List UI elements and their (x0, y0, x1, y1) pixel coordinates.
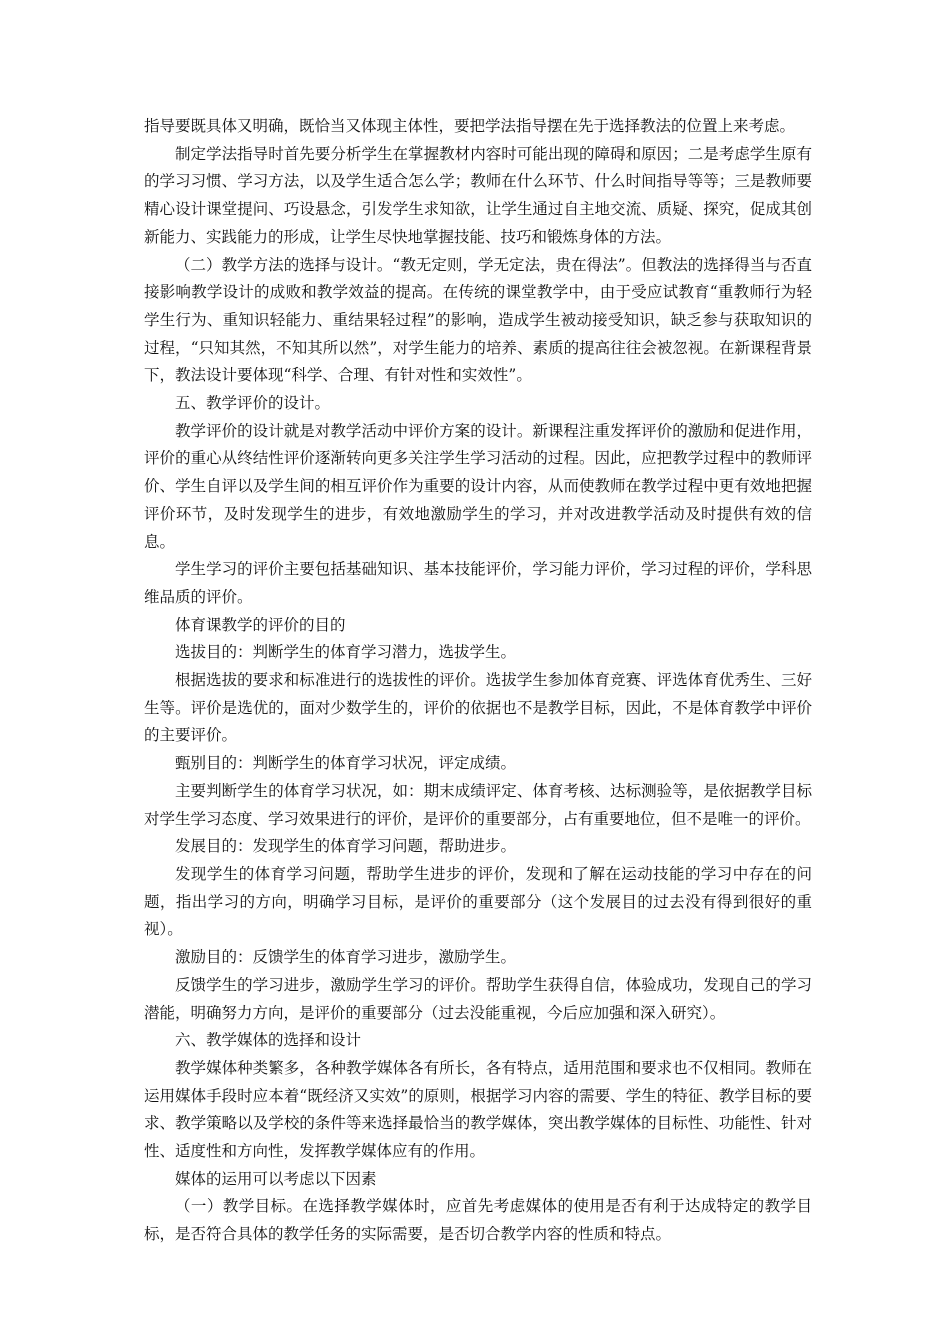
paragraph: 激励目的：反馈学生的体育学习进步，激励学生。 (175, 948, 517, 967)
paragraph: 指导要既具体又明确，既恰当又体现主体性，要把学法指导摆在先于选择教法的位置上来考虑。 (144, 117, 796, 135)
paragraph: 教学评价的设计就是对教学活动中评价方案的设计。新课程注重发挥评价的激励和促进作用，评价的重心从终结性评价逐渐转向更多关注学生学习活动的过程。因此，应把教学过程中的教师评价、学生自评以及学生间的相互评价作为重要的设计内容，从而使教师在教学过程中更有效地把握评价环节，及时发现学生的进步，有效地激励学生的学习，并对改进教学活动及时提供有效的信息。 (144, 421, 812, 551)
paragraph: （一）教学目标。在选择教学媒体时，应首先考虑媒体的使用是否有利于达成特定的教学目标，是否符合具体的教学任务的实际需要，是否切合教学内容的性质和特点。 (144, 1197, 812, 1244)
paragraph: 发现学生的体育学习问题，帮助学生进步的评价，发现和了解在运动技能的学习中存在的问题，指出学习的方向，明确学习目标，是评价的重要部分（这个发展目的过去没有得到很好的重视）。 (144, 864, 812, 939)
paragraph: 选拔目的：判断学生的体育学习潜力，选拔学生。 (175, 643, 517, 662)
paragraph: 主要判断学生的体育学习状况，如：期末成绩评定、体育考核、达标测验等，是依据教学目标对学生学习态度、学习效果进行的评价，是评价的重要部分，占有重要地位，但不是唯一的评价。 (144, 781, 812, 828)
paragraph: 反馈学生的学习进步，激励学生学习的评价。帮助学生获得自信，体验成功，发现自己的学习潜能，明确努力方向，是评价的重要部分（过去没能重视，今后应加强和深入研究）。 (144, 975, 812, 1022)
paragraph: 教学媒体种类繁多，各种教学媒体各有所长，各有特点，适用范围和要求也不仅相同。教师在运用媒体手段时应本着“既经济又实效”的原则，根据学习内容的需要、学生的特征、教学目标的要求、教学策略以及学校的条件等来选择最恰当的教学媒体，突出教学媒体的目标性、功能性、针对性、适度性和方向性，发挥教学媒体应有的作用。 (144, 1058, 812, 1161)
paragraph: 发展目的：发现学生的体育学习问题，帮助进步。 (175, 837, 517, 856)
paragraph: 制定学法指导时首先要分析学生在掌握教材内容时可能出现的障碍和原因；二是考虑学生原有的学习习惯、学习方法，以及学生适合怎么学；教师在什么环节、什么时间指导等等；三是教师要精心设计课堂提问、巧设悬念，引发学生求知欲，让学生通过自主地交流、质疑、探究，促成其创新能力、实践能力的形成，让学生尽快地掌握技能、技巧和锻炼身体的方法。 (144, 144, 812, 246)
paragraph: 学生学习的评价主要包括基础知识、基本技能评价，学习能力评价，学习过程的评价，学科思维品质的评价。 (144, 560, 812, 606)
subheading: 体育课教学的评价的目的 (175, 615, 346, 634)
document-body (144, 113, 812, 1249)
section-heading: 五、教学评价的设计。 (175, 394, 331, 413)
paragraph: 根据选拔的要求和标准进行的选拔性的评价。选拔学生参加体育竞赛、评选体育优秀生、三好生等。评价是选优的，面对少数学生的，评价的依据也不是教学目标，因此，不是体育教学中评价的主要评价。 (144, 671, 812, 745)
section-heading: 六、教学媒体的选择和设计 (175, 1031, 362, 1050)
paragraph: （二）教学方法的选择与设计。“教无定则，学无定法，贵在得法”。但教法的选择得当与否直接影响教学设计的成败和教学效益的提高。在传统的课堂教学中，由于受应试教育“重教师行为轻学生行为、重知识轻能力、重结果轻过程”的影响，造成学生被动接受知识，缺乏参与获取知识的过程，“只知其然，不知其所以然”，对学生能力的培养、素质的提高往往会被忽视。在新课程背景下，教法设计要体现“科学、合理、有针对性和实效性”。 (144, 255, 812, 385)
subheading: 媒体的运用可以考虑以下因素 (175, 1169, 377, 1188)
paragraph: 甄别目的：判断学生的体育学习状况，评定成绩。 (175, 754, 517, 773)
